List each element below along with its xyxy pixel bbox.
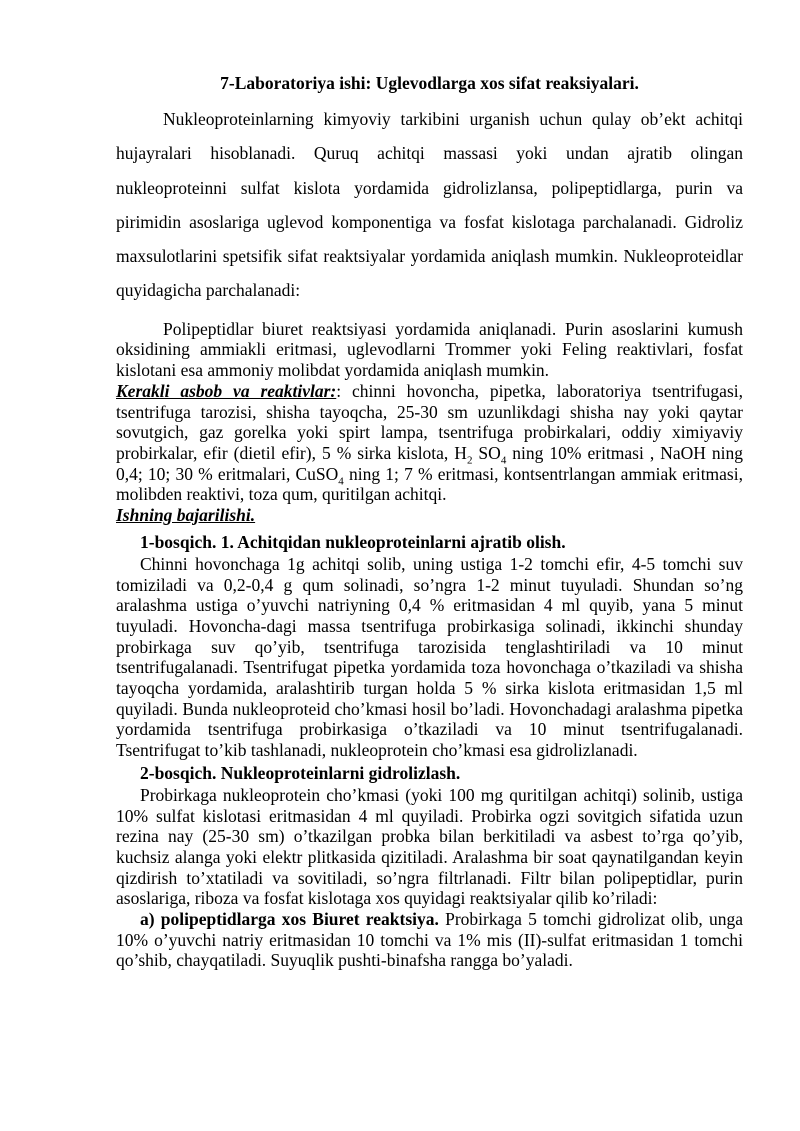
equipment-text-a: : chinni hovoncha, pipetka, laboratoriya tsentrifugasi, tsentrifuga tarozisi, shisha tayoqcha, 25-30 sm uzunlikdagi shisha nay yoki qaytar sovutgich, gaz gorelka yoki spirt lampa, tsentrifuga probirkalari, oddiy ximiyaviy probirkalar, efir (dietil efir), 5 % sirka kislota, H (116, 380, 743, 463)
equipment-sub-4a: 4 (500, 454, 507, 467)
detection-paragraph: Polipeptidlar biuret reaktsiyasi yordamida aniqlanadi. Purin asoslarini kumush oksidining ammiakli eritmasi, uglevodlarni Trommer yoki Feling reaktivlari, fosfat kislotani esa ammoniy molibdat yordamida aniqlash mumkin. (116, 318, 743, 381)
equipment-text-c: ning 10% eritmasi , NaOH ning 0,4; 10; 30 % eritmalari, CuSO (116, 443, 743, 484)
step2-text: Probirkaga nukleoprotein cho’kmasi (yoki 100 mg quritilgan achitqi) solinib, ustiga 10% sulfat kislotasi eritmasidan 4 ml quyiladi. Probirka ogzi sovitgich sifatida uzun rezina nay (25-30 sm) o’tkazilgan probka bilan berkitiladi va asbest to’rga qo’yib, kuchsiz alanga yoki elektr plitkasida qizitiladi. Aralashma bir soat qaynatilgandan keyin qizdirish to’xtatiladi va sovitiladi, so’ngra filtrlanadi. Filtr bilan polipeptidlar, purin asoslariga, riboza va fosfat kislotaga xos quyidagi reaktsiyalar qilib ko’riladi: (116, 784, 743, 909)
procedure-label: Ishning bajarilishi. (116, 505, 256, 526)
step1-heading: 1-bosqich. 1. Achitqidan nukleoproteinlarni ajratib olish. (140, 531, 566, 552)
document-page (116, 70, 743, 971)
equipment-sub-2: 2 (466, 454, 473, 467)
step2-heading: 2-bosqich. Nukleoproteinlarni gidrolizlash. (140, 762, 461, 783)
equipment-sub-4b: 4 (338, 475, 344, 488)
reaction-a-paragraph (116, 909, 743, 971)
equipment-label: Kerakli asbob va reaktivlar: (116, 380, 337, 401)
equipment-text-d: ning 1; 7 % eritmasi, kontsentrlangan ammiak eritmasi, molibden reaktivi, toza qum, quritilgan achitqi. (116, 463, 743, 505)
step1-text: Chinni hovonchaga 1g achitqi solib, uning ustiga 1-2 tomchi efir, 4-5 tomchi suv tomiziladi va 0,2-0,4 g qum solinadi, so’ngra 1-2 minut tuyuladi. Shundan so’ng aralashma ustiga o’yuvchi natriyning 0,4 % eritmasidan 4 ml quyib, yana 5 minut tuyuladi. Hovoncha-dagi massa tsentrifuga probirkasiga solinadi, ikkinchi shunday probirkaga suv qo’yib, tsentrifuga tarozisida tenglashtiriladi va 10 minut tsentrifugalanadi. Tsentrifugat pipetka yordamida toza hovonchaga o’tkaziladi va shisha tayoqcha yordamida, aralashtirib turgan holda 5 % sirka kislota eritmasidan 1,5 ml quyiladi. Bunda nukleoproteid cho’kmasi hosil bo’ladi. Hovonchadagi aralashma pipetka yordamida tsentrifuga probirkasiga o’tkaziladi va 10 minut tsentrifugalanadi. Tsentrifugat to’kib tashlanadi, nukleoprotein cho’kmasi esa gidrolizlanadi. (116, 553, 743, 761)
document-title: 7-Laboratoriya ishi: Uglevodlarga xos sifat reaksiyalari. (220, 73, 639, 93)
reaction-a-heading: a) polipeptidlarga xos Biuret reaktsiya. (140, 909, 439, 930)
reaction-a-text: Probirkaga 5 tomchi gidrolizat olib, unga 10% o’yuvchi natriy eritmasidan 10 tomchi va 1% mis (II)-sulfat eritmasidan 1 tomchi qo’shib, chayqatiladi. Suyuqlik pushti-binafsha rangga bo’yaladi. (116, 909, 743, 971)
equipment-text-b: SO (472, 443, 501, 463)
procedure-label-line (116, 505, 743, 526)
equipment-paragraph (116, 381, 743, 505)
intro-paragraph: Nukleoproteinlarning kimyoviy tarkibini urganish uchun qulay ob’ekt achitqi hujayralari hisoblanadi. Quruq achitqi massasi yoki undan ajratib olingan nukleoproteinni sulfat kislota yordamida gidrolizlansa, polipeptidlarga, purin va pirimidin asoslariga uglevod komponentiga va fosfat kislotaga parchalanadi. Gidroliz maxsulotlarini spetsifik sifat reaktsiyalar yordamida aniqlash mumkin. Nukleoproteidlar quyidagicha parchalanadi: (116, 109, 743, 301)
